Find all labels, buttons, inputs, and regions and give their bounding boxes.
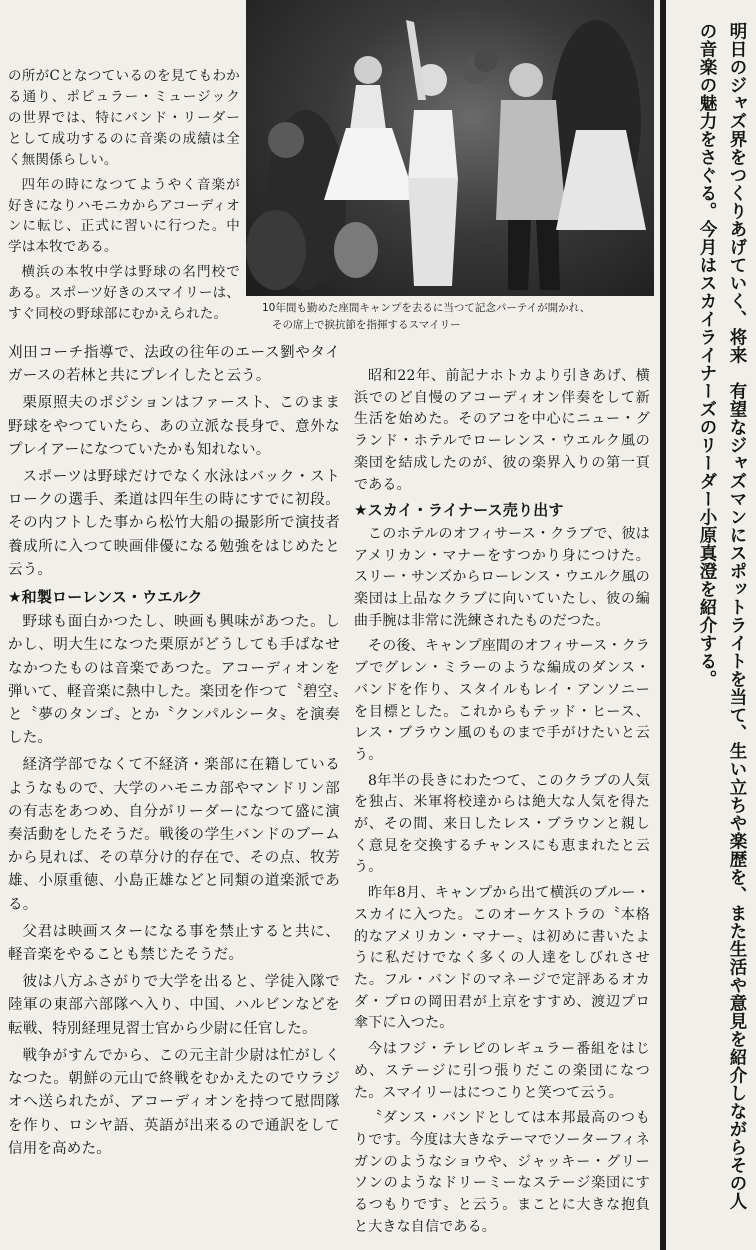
paragraph: 刈田コーチ指導で、法政の往年のエース劉やタイガースの若林と共にプレイしたと云う。 (8, 345, 340, 385)
paragraph: 昨年8月、キャンプから出て横浜のブルー・スカイに入つた。このオーケストラの〝本格的なアメリカン・マナー〟は初めに書いたように私だけでなく多くの人達をしびれさせた。フル・バンドのマネージで定評あるオカダ・プロの岡田君が上京をすすめ、渡辺プロ傘下に入つた。 (354, 885, 650, 1032)
section-heading: ★和製ローレンス・ウエルク (8, 588, 203, 607)
section-heading: ★スカイ・ライナース売り出す (354, 501, 564, 520)
photo-illustration (246, 0, 654, 296)
lead-text: 明日のジャズ界をつくりあげていく、将来 有望なジャズマンにスポットライトを当て、生い立ちや楽歴を、また生活や意見を紹介しながらその人の音楽の魅力をさぐる。今月はスカイライナーズのリーダー小原真澄を紹介する。 (697, 22, 747, 1210)
paragraph: 今はフジ・テレビのレギュラー番組をはじめ、ステージに引つ張りだこの楽団になつた。スマイリーはにつこりと笑つて云う。 (354, 1041, 650, 1101)
paragraph: 父君は映画スターになる事を禁止すると共に、軽音楽をやることも禁じたそうだ。 (8, 923, 340, 964)
paragraph: 栗原照夫のポジションはファースト、このまま野球をやつていたら、あの立派な長身で、意外なプレイアーになつていたかも知れない。 (8, 395, 340, 458)
paragraph: その後、キャンプ座間のオフィサース・クラブでグレン・ミラーのような編成のダンス・バンドを作り、スタイルもレイ・アンソニーを目標とした。これからもテッド・ヒース、レス・ブラウン風のものまで手がけたいと云う。 (354, 638, 650, 763)
left-column-lower (8, 342, 340, 1165)
paragraph: 8年半の長きにわたつて、このクラブの人気を独占、米軍将校達からは絶大な人気を得たが、その間、来日したレス・ブラウンと親しく意見を交換するチャンスにも恵まれたと云う。 (354, 772, 650, 876)
paragraph: 彼は八方ふさがりで大学を出ると、学徒入隊で陸軍の東部六部隊へ入り、中国、ハルビンなどを転戦、特別経理見習士官から少尉に任官した。 (8, 974, 340, 1037)
paragraph: 昭和22年、前記ナホトカより引きあげ、横浜でのど自慢のアコーディオン伴奏をして新生活を始めた。そのアコを中心にニュー・グランド・ホテルでローレンス・ウエルク風の楽団を結成したのが、彼の楽界入りの第一頁である。 (354, 368, 650, 493)
paragraph: 経済学部でなくて不経済・楽部に在籍しているようなもので、大学のハモニカ部やマンドリン部の有志をあつめ、自分がリーダーになつて盛に演奏活動をしたそうだ。戦後の学生バンドのブームから見れば、その草分け的存在で、その点、牧芳雄、小原重徳、小島正雄などと同類の道楽派である。 (8, 757, 340, 913)
party-photo (246, 0, 654, 296)
paragraph: このホテルのオフィサース・クラブで、彼はアメリカン・マナーをすつかり身につけた。スリー・サンズからローレンス・ウエルク風の楽団は上品なクラブに向いていたし、彼の編曲手腕は非常に洗練されたものだつた。 (354, 525, 650, 629)
paragraph: 戦争がすんでから、この元主計少尉は忙がしくなつた。朝鮮の元山で終戦をむかえたのでウラジオへ送られたが、アコーディオンを持つて慰問隊を作り、ロシヤ語、英語が出来るので通訳をして信用を高めた。 (8, 1047, 340, 1157)
left-column-upper (8, 66, 240, 329)
photo-caption (262, 300, 654, 334)
paragraph: 野球も面白かつたし、映画も興味があつた。しかし、明大生になつた栗原がどうしても手ばなせなかつたものは音楽であつた。アコーディオンを弾いて、軽音楽に熱中した。楽団を作つて〝碧空〟と〝夢のタンゴ〟とか〝クンパルシータ〟を演奏した。 (8, 614, 340, 747)
caption-line-1: 10年間も勤めた座間キャンプを去るに当つて記念パーテイが開かれ、 (262, 302, 591, 314)
middle-column (354, 366, 650, 1242)
column-divider (660, 0, 666, 1250)
caption-line-2: その席上で捩抗節を指揮するスマイリー (272, 319, 461, 331)
paragraph: スポーツは野球だけでなく水泳はバック・ストロークの選手、柔道は四年生の時にすでに初段。その内フトした事から松竹大船の撮影所で演技者養成所に入つて映画俳優になる勉強をはじめたと云う。 (8, 469, 340, 578)
paragraph: 〝ダンス・バンドとしては本邦最高のつもりです。今度は大きなテーマでソーターフィネガンのようなショウや、ジャッキー・グリーソンのようなドリーミーなステージ楽団にするつもりです〟と云う。まことに大きな抱負と大きな自信である。 (354, 1110, 650, 1235)
paragraph: 横浜の本牧中学は野球の名門校である。スポーツ好きのスマイリーは、すぐ同校の野球部にむかえられた。 (8, 264, 240, 323)
paragraph: の所がCとなつているのを見てもわかる通り、ポピュラー・ミュージックの世界では、特にバンド・リーダーとして成功するのに音楽の成績は全く無関係らしい。 (8, 68, 240, 168)
paragraph: 四年の時になつてようやく音楽が好きになりハモニカからアコーディオンに転じ、正式に習いに行つた。中学は本牧である。 (8, 176, 240, 256)
